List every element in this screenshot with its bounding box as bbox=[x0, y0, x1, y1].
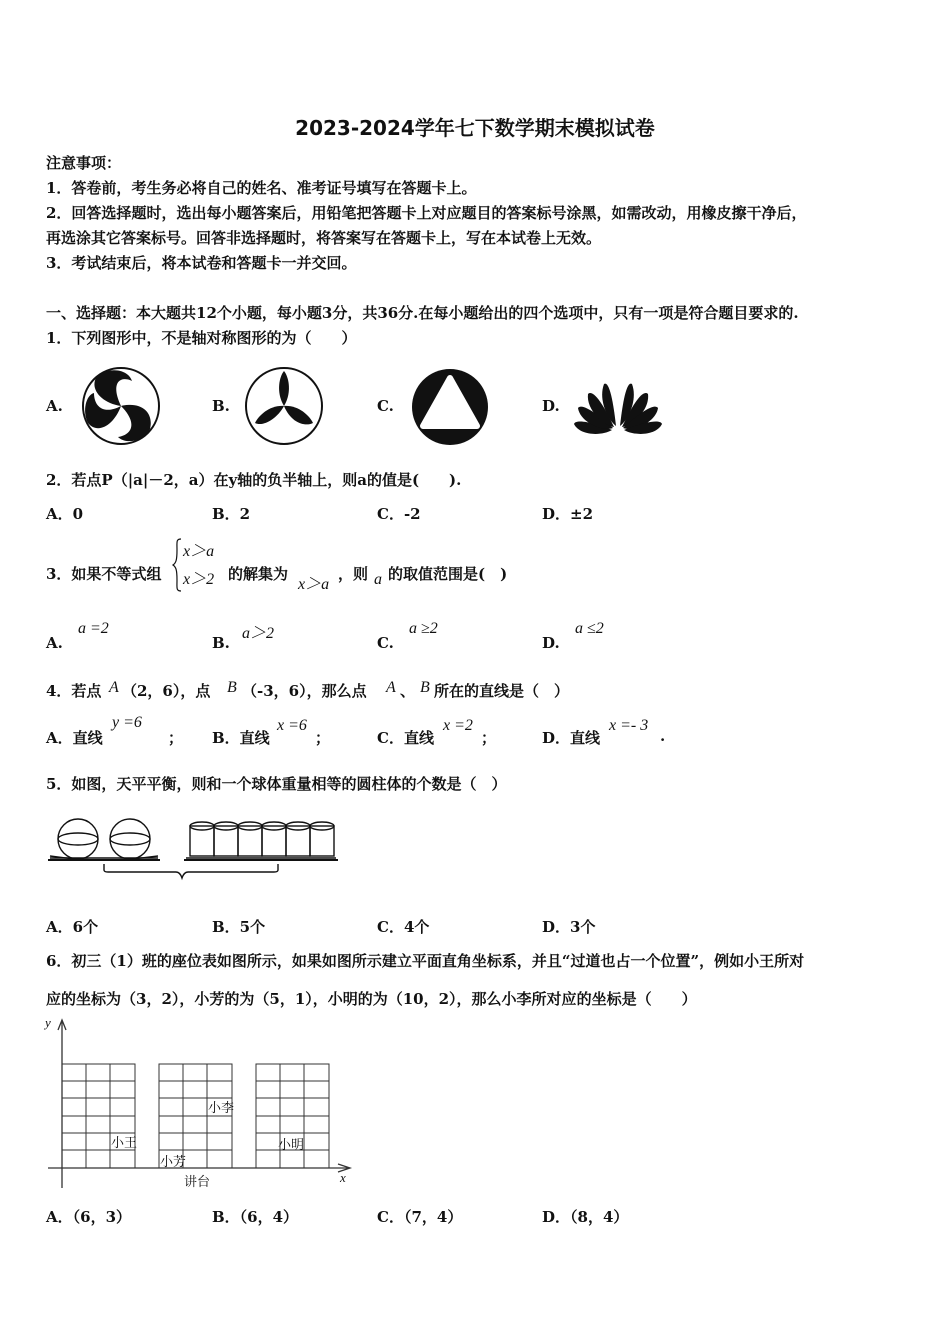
q5-option-a: A．6个 bbox=[46, 918, 99, 936]
q4-label-a: A．直线 bbox=[46, 729, 103, 747]
q4-point-b2: B bbox=[420, 679, 430, 696]
seat-label-li: 小李 bbox=[208, 1101, 235, 1116]
q3-brace bbox=[172, 538, 182, 592]
q4-point-a2: A bbox=[386, 679, 396, 696]
q5-stem: 5．如图，天平平衡，则和一个球体重量相等的圆柱体的个数是（ ） bbox=[46, 775, 507, 793]
q2-stem: 2．若点P（|a|－2，a）在y轴的负半轴上，则a的值是( ). bbox=[46, 471, 462, 489]
q4-label-d: D．直线 bbox=[542, 729, 601, 747]
seat-label-wang: 小王 bbox=[111, 1136, 138, 1151]
q1-label-a: A. bbox=[46, 397, 63, 415]
q3-label-a: A. bbox=[46, 634, 63, 652]
notice-item-1: 1．答卷前，考生务必将自己的姓名、准考证号填写在答题卡上。 bbox=[46, 179, 477, 197]
q2-option-c: C．-2 bbox=[377, 505, 421, 523]
q4-coord-b: （-3，6），那么点 bbox=[242, 682, 367, 700]
q4-part-1: 4．若点 bbox=[46, 682, 102, 700]
q5-option-b: B．5个 bbox=[212, 918, 266, 936]
q4-label-b: B．直线 bbox=[212, 729, 270, 747]
q4-label-c: C．直线 bbox=[377, 729, 434, 747]
q6-option-a: A．（6，3） bbox=[46, 1208, 132, 1226]
q3-system-line-1: x＞a bbox=[183, 543, 215, 560]
q4-point-b: B bbox=[227, 679, 237, 696]
figure-three-petals bbox=[243, 365, 325, 447]
podium-label: 讲台 bbox=[184, 1175, 211, 1190]
q5-option-c: C．4个 bbox=[377, 918, 430, 936]
q3-label-d: D. bbox=[542, 634, 560, 652]
q4-end-a: ； bbox=[168, 729, 184, 747]
q4-expr-d: x =- 3 bbox=[609, 717, 649, 734]
q4-expr-c: x =2 bbox=[443, 717, 473, 734]
q2-option-d: D．±2 bbox=[542, 505, 594, 523]
q1-label-b: B. bbox=[212, 397, 230, 415]
q3-system-line-2: x＞2 bbox=[183, 571, 215, 588]
section-heading: 一、选择题：本大题共12个小题，每小题3分，共36分.在每小题给出的四个选项中，只有一项是符合题目要求的. bbox=[46, 304, 799, 322]
q4-end-d: . bbox=[660, 727, 666, 745]
page-title: 2023-2024学年七下数学期末模拟试卷 bbox=[295, 116, 655, 140]
seat-label-fang: 小芳 bbox=[160, 1155, 187, 1170]
q6-option-c: C．（7，4） bbox=[377, 1208, 463, 1226]
q3-comma: ，则 bbox=[338, 565, 369, 583]
q1-label-d: D. bbox=[542, 397, 560, 415]
seat-label-ming: 小明 bbox=[278, 1138, 305, 1153]
q2-option-b: B．2 bbox=[212, 505, 251, 523]
q3-prefix: 3．如果不等式组 bbox=[46, 565, 162, 583]
notice-item-2: 2．回答选择题时，选出每小题答案后，用铅笔把答题卡上对应题目的答案标号涂黑，如需改动，用橡皮擦干净后， bbox=[46, 204, 807, 222]
q4-sep: 、 bbox=[400, 682, 416, 700]
q2-option-a: A．0 bbox=[46, 505, 84, 523]
q3-expr-a: a =2 bbox=[78, 620, 109, 637]
figure-triangle-disk bbox=[409, 366, 491, 448]
balance-figure bbox=[48, 812, 340, 884]
q6-option-d: D．（8，4） bbox=[542, 1208, 629, 1226]
notice-item-3: 3．考试结束后，将本试卷和答题卡一并交回。 bbox=[46, 254, 357, 272]
seating-chart bbox=[42, 1016, 354, 1192]
q3-suffix: 的取值范围是( ) bbox=[388, 565, 508, 583]
q4-part-2: 所在的直线是（ ） bbox=[434, 682, 570, 700]
q4-end-c: ； bbox=[481, 729, 497, 747]
q3-label-c: C. bbox=[377, 634, 394, 652]
q1-stem: 1．下列图形中，不是轴对称图形的为（ ） bbox=[46, 329, 357, 347]
q5-option-d: D．3个 bbox=[542, 918, 596, 936]
q3-var: a bbox=[374, 571, 382, 588]
x-axis-label: x bbox=[340, 1170, 346, 1185]
q6-stem-line-2: 应的坐标为（3，2），小芳的为（5，1），小明的为（10，2），那么小李所对应的坐标是（ ） bbox=[46, 990, 697, 1008]
q4-coord-a: （2，6），点 bbox=[122, 682, 211, 700]
figure-fan-petals bbox=[572, 372, 664, 444]
q3-expr-c: a ≥2 bbox=[409, 620, 438, 637]
q4-end-b: ； bbox=[315, 729, 331, 747]
q4-expr-b: x =6 bbox=[277, 717, 307, 734]
q3-expr-d: a ≤2 bbox=[575, 620, 604, 637]
q3-expr-b: a＞2 bbox=[242, 625, 275, 642]
q4-point-a: A bbox=[109, 679, 119, 696]
q1-label-c: C. bbox=[377, 397, 394, 415]
notice-item-2-cont: 再选涂其它答案标号。回答非选择题时，将答案写在答题卡上，写在本试卷上无效。 bbox=[46, 229, 602, 247]
q6-stem-line-1: 6．初三（1）班的座位表如图所示，如果如图所示建立平面直角坐标系，并且“过道也占一个位置”，例如小王所对 bbox=[46, 952, 805, 970]
q3-solution: x＞a bbox=[298, 576, 330, 593]
q3-mid: 的解集为 bbox=[228, 565, 289, 583]
q4-expr-a: y =6 bbox=[112, 714, 142, 731]
figure-swirl bbox=[80, 365, 162, 447]
notice-heading: 注意事项： bbox=[46, 154, 122, 172]
y-axis-label: y bbox=[45, 1015, 51, 1030]
q3-label-b: B. bbox=[212, 634, 230, 652]
q6-option-b: B．（6，4） bbox=[212, 1208, 299, 1226]
